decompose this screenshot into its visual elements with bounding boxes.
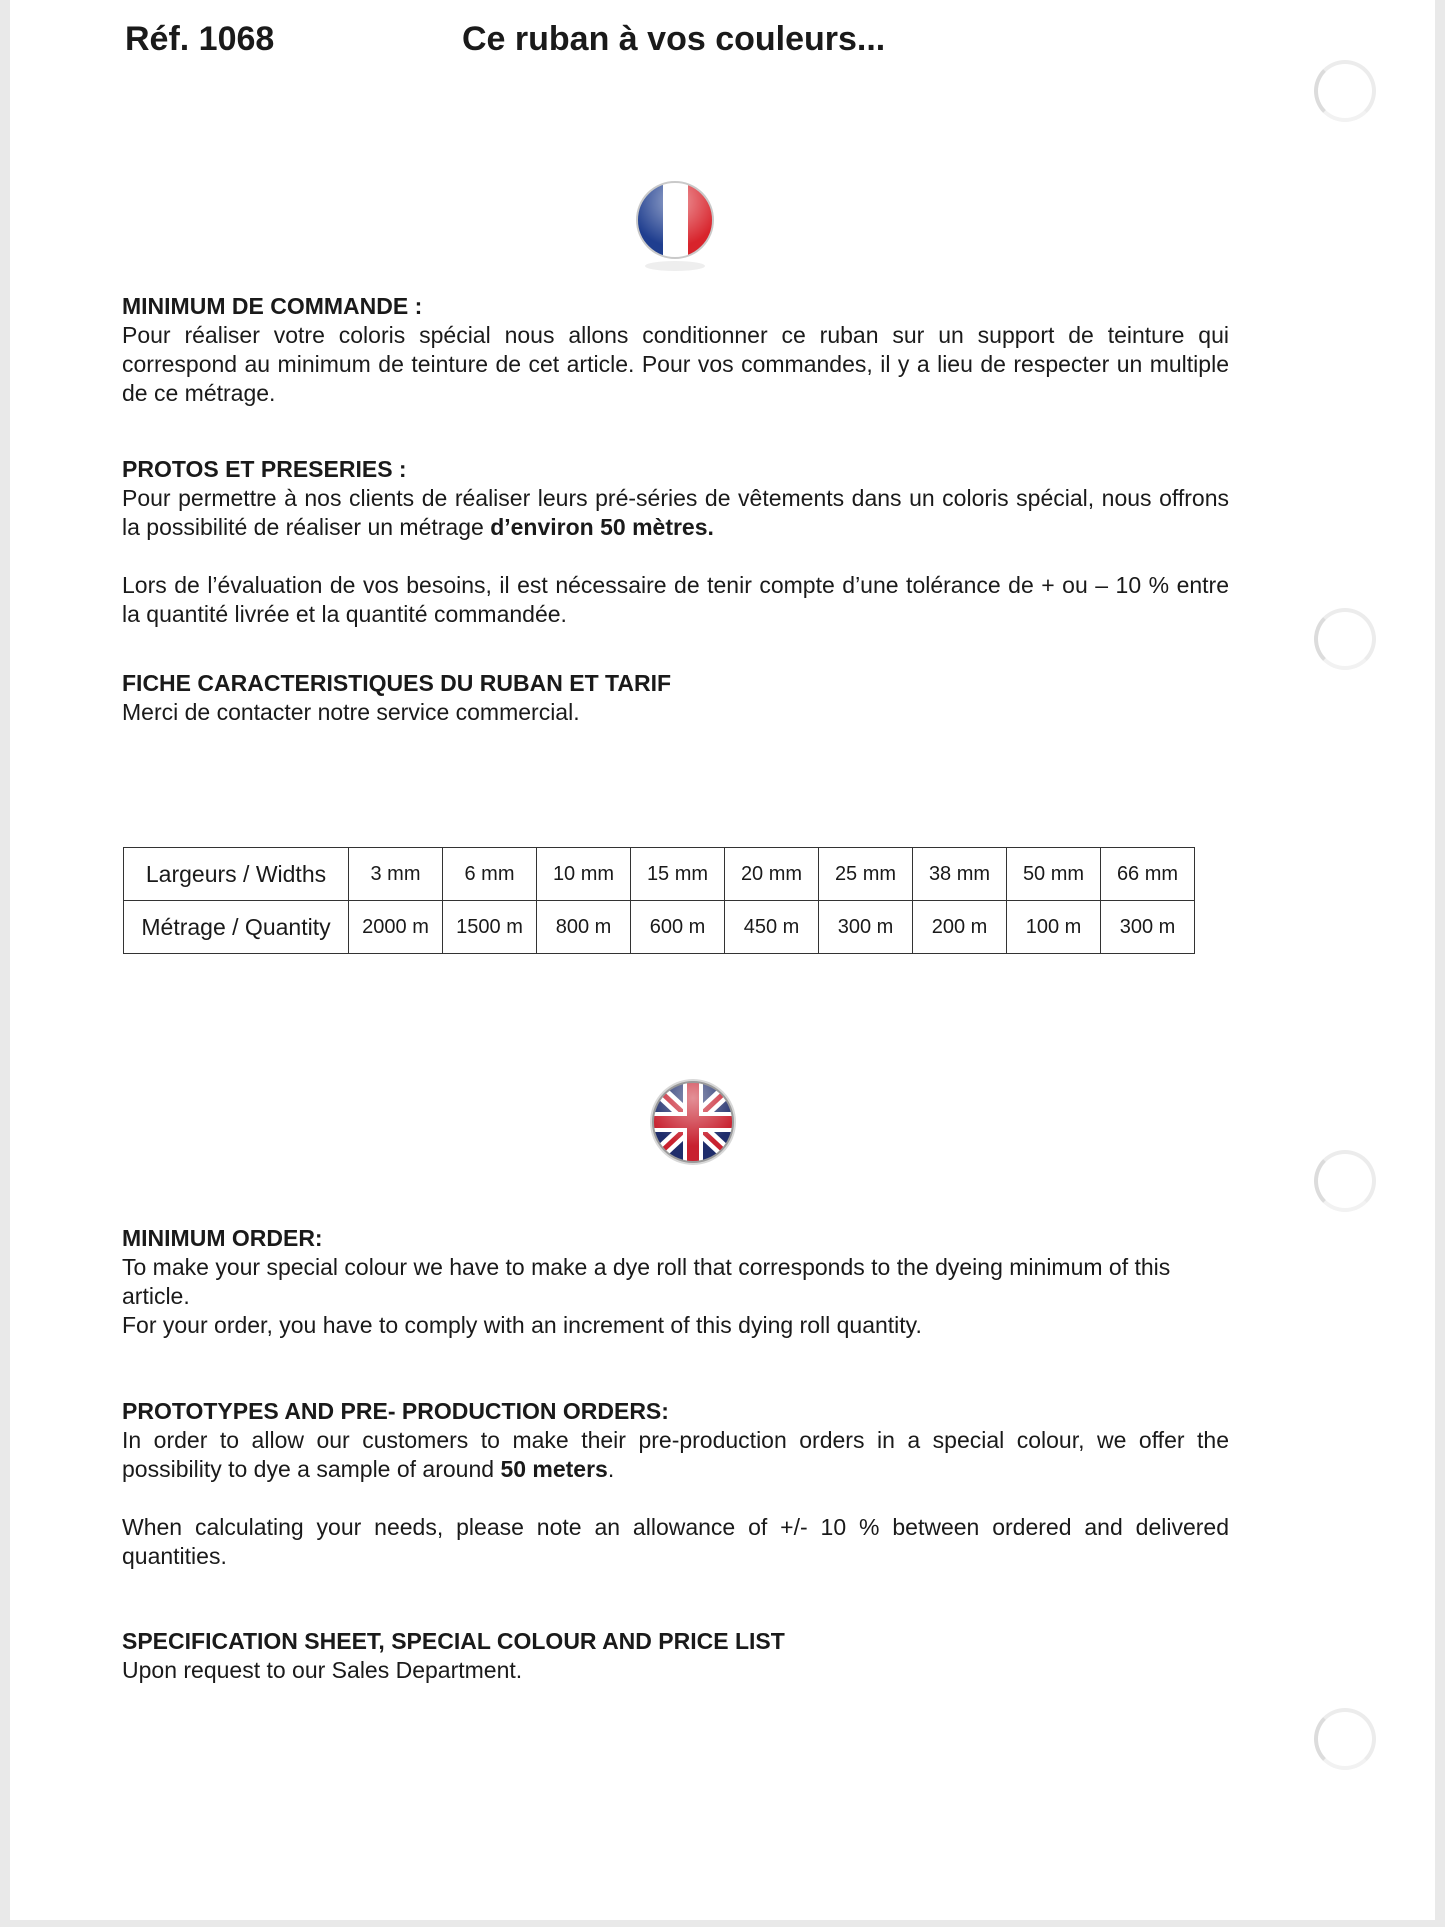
quantity-cell: 300 m [1101,901,1195,954]
en-spec-heading: SPECIFICATION SHEET, SPECIAL COLOUR AND PRICE LIST [122,1628,785,1654]
en-prototypes-heading: PROTOTYPES AND PRE- PRODUCTION ORDERS: [122,1398,669,1424]
width-cell: 6 mm [443,848,537,901]
fr-minimum-heading: MINIMUM DE COMMANDE : [122,293,423,319]
en-prototypes-body [122,1426,1229,1484]
quantity-cell: 600 m [631,901,725,954]
en-minimum-line2: For your order, you have to comply with an increment of this dying roll quantity. [122,1312,922,1338]
binder-hole [1314,1150,1376,1212]
en-spec-section [122,1627,1229,1685]
fr-protos-heading: PROTOS ET PRESERIES : [122,456,407,482]
quantity-cell: 300 m [819,901,913,954]
quantity-cell: 2000 m [349,901,443,954]
widths-row-header: Largeurs / Widths [124,848,349,901]
document-page [10,0,1435,1920]
quantity-row-header: Métrage / Quantity [124,901,349,954]
binder-hole [1314,608,1376,670]
width-cell: 25 mm [819,848,913,901]
width-cell: 3 mm [349,848,443,901]
en-spec-body: Upon request to our Sales Department. [122,1657,523,1683]
quantity-cell: 200 m [913,901,1007,954]
en-allowance-body: When calculating your needs, please note an allowance of +/- 10 % between ordered and delivered quantities. [122,1514,1229,1569]
width-cell: 10 mm [537,848,631,901]
fr-protos-bold: d’environ 50 mètres. [490,514,714,540]
flag-france-icon [627,170,723,278]
fr-fiche-heading: FICHE CARACTERISTIQUES DU RUBAN ET TARIF [122,670,672,696]
quantity-cell: 800 m [537,901,631,954]
quantity-cell: 1500 m [443,901,537,954]
fr-minimum-body: Pour réaliser votre coloris spécial nous allons conditionner ce ruban sur un support de teinture qui correspond au minimum de teinture de cet article. Pour vos commandes, il y a lieu de respecter un multiple de ce métrage. [122,322,1229,406]
fr-tolerance-body: Lors de l’évaluation de vos besoins, il est nécessaire de tenir compte d’une tolérance de + ou – 10 % entre la quantité livrée et la quantité commandée. [122,572,1229,627]
width-cell: 20 mm [725,848,819,901]
width-cell: 15 mm [631,848,725,901]
en-minimum-line1: To make your special colour we have to make a dye roll that corresponds to the dyeing minimum of this article. [122,1254,1171,1309]
en-prototypes-text: In order to allow our customers to make their pre-production orders in a special colour, we offer the possibility to dye a sample of around [122,1427,1229,1482]
page-title: Ce ruban à vos couleurs... [462,20,886,58]
width-cell: 50 mm [1007,848,1101,901]
en-minimum-heading: MINIMUM ORDER: [122,1225,323,1251]
fr-minimum-section [122,292,1229,408]
en-prototypes-section [122,1397,1229,1571]
quantity-cell: 100 m [1007,901,1101,954]
binder-hole [1314,1708,1376,1770]
quantity-cell: 450 m [725,901,819,954]
fr-protos-body [122,484,1229,542]
reference-number: Réf. 1068 [125,20,275,58]
table-row-quantity [124,901,1195,954]
table-row-widths [124,848,1195,901]
widths-quantity-table [123,847,1195,954]
fr-protos-section [122,455,1229,629]
fr-fiche-body: Merci de contacter notre service commercial. [122,699,580,725]
en-minimum-section [122,1224,1229,1340]
width-cell: 66 mm [1101,848,1195,901]
flag-uk-icon [643,1070,743,1176]
width-cell: 38 mm [913,848,1007,901]
binder-hole [1314,60,1376,122]
en-prototypes-end: . [607,1456,615,1482]
fr-fiche-section [122,669,1229,727]
fr-protos-text: Pour permettre à nos clients de réaliser leurs pré-séries de vêtements dans un coloris spécial, nous offrons la possibilité de réaliser un métrage [122,485,1229,540]
en-prototypes-bold: 50 meters [500,1456,608,1482]
